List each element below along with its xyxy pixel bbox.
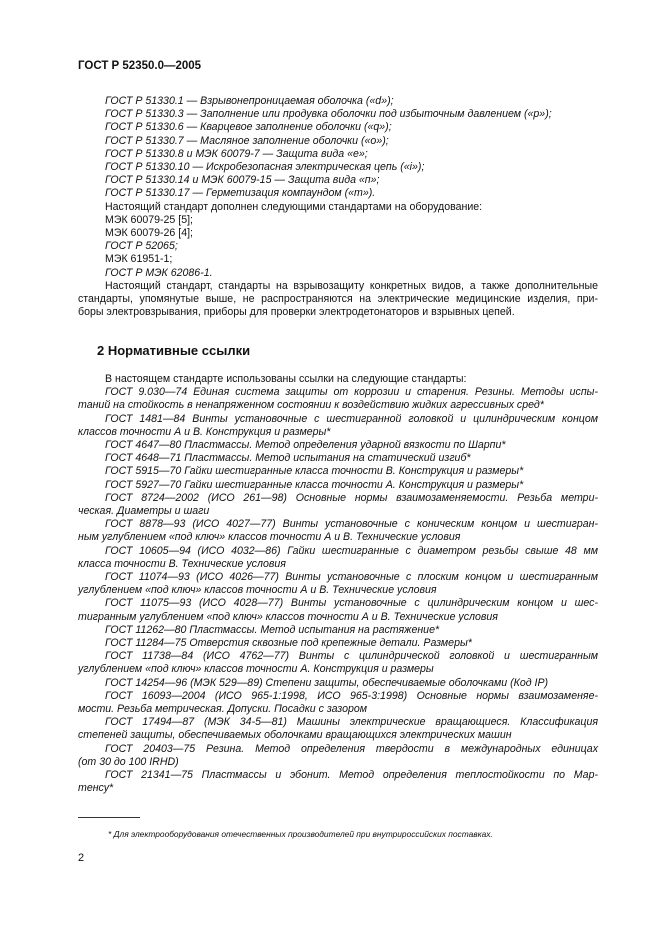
references-block: [78, 373, 598, 796]
intro-line: МЭК 61951-1;: [105, 253, 173, 266]
reference-line: ГОСТ 1481—84 Винты установочные с шестигранной головкой и цилиндрическим концом: [105, 412, 598, 425]
reference-line: ГОСТ 11074—93 (ИСО 4026—77) Винты установочные с плоским концом и шестигранным: [105, 571, 598, 584]
reference-line: ГОСТ 11075—93 (ИСО 4028—77) Винты установочные с цилиндрическим концом и шес-: [105, 597, 598, 610]
intro-line: Настоящий стандарт, стандарты на взрывозащиту конкретных видов, а также дополнительные: [105, 279, 598, 292]
intro-line: ГОСТ Р 51330.7 — Масляное заполнение оболочки («о»);: [105, 134, 389, 147]
reference-line: ГОСТ 17494—87 (МЭК 34-5—81) Машины электрические вращающиеся. Классификация: [105, 716, 598, 729]
reference-line: класса точности В. Технические условия: [78, 557, 286, 570]
section-title: 2 Нормативные ссылки: [97, 343, 251, 358]
reference-line: ГОСТ 21341—75 Пластмассы и эбонит. Метод определения теплостойкости по Мар-: [105, 769, 598, 782]
reference-line: ГОСТ 10605—94 (ИСО 4032—86) Гайки шестигранные с диаметром резьбы свыше 48 мм: [105, 544, 598, 557]
intro-line: стандарты, упомянутые выше, не распространяются на электрические медицинские изделия, при-: [78, 293, 598, 306]
reference-line: степеней защиты, обеспечиваемых оболочками вращающихся электрических машин: [78, 729, 512, 742]
reference-line: ГОСТ 11262—80 Пластмассы. Метод испытания на растяжение*: [105, 623, 440, 636]
reference-line: ГОСТ 9.030—74 Единая система защиты от коррозии и старения. Резины. Методы испы-: [105, 386, 598, 399]
intro-line: МЭК 60079-25 [5];: [105, 213, 193, 226]
intro-line: ГОСТ Р 51330.1 — Взрывонепроницаемая оболочка («d»);: [105, 95, 394, 107]
intro-line: МЭК 60079-26 [4];: [105, 227, 193, 240]
reference-line: ГОСТ 5915—70 Гайки шестигранные класса точности В. Конструкция и размеры*: [105, 465, 524, 478]
reference-line: ГОСТ 8724—2002 (ИСО 261—98) Основные нормы взаимозаменяемости. Резьба метри-: [105, 491, 598, 504]
reference-line: ческая. Диаметры и шаги: [78, 505, 210, 518]
intro-line: ГОСТ Р 51330.3 — Заполнение или продувка оболочки под избыточным давлением («р»);: [105, 108, 552, 121]
footnote: * Для электрооборудования отечественных производителей при внутрироссийских поставках.: [108, 829, 493, 839]
reference-line: ГОСТ 14254—96 (МЭК 529—89) Степени защиты, обеспечиваемые оболочками (Код IP): [105, 676, 549, 689]
reference-line: ГОСТ 8878—93 (ИСО 4027—77) Винты установочные с коническим концом и шестигран-: [105, 518, 598, 531]
document-header: ГОСТ Р 52350.0—2005: [78, 60, 202, 72]
intro-block: [78, 95, 598, 319]
intro-line: ГОСТ Р 51330.17 — Герметизация компаундом («m»).: [105, 187, 376, 200]
reference-line: мости. Резьба метрическая. Допуски. Посадки с зазором: [78, 703, 368, 716]
reference-line: ГОСТ 11738—84 (ИСО 4762—77) Винты с цилиндрической головкой и шестигранным: [105, 650, 598, 663]
reference-line: углублением «под ключ» классов точности А. Конструкция и размеры: [78, 663, 434, 676]
reference-line: классов точности А и В. Конструкция и размеры*: [78, 425, 331, 438]
reference-line: В настоящем стандарте использованы ссылки на следующие стандарты:: [105, 373, 467, 385]
reference-line: (от 30 до 100 IRHD): [78, 755, 179, 768]
reference-line: ным углублением «под ключ» классов точности А и В. Технические условия: [78, 531, 461, 544]
reference-line: углублением «под ключ» классов точности А и В. Технические условия: [78, 584, 437, 597]
reference-line: ГОСТ 20403—75 Резина. Метод определения твердости в международных единицах: [105, 742, 598, 755]
intro-line: ГОСТ Р 52065;: [105, 240, 178, 253]
reference-line: ГОСТ 4647—80 Пластмассы. Метод определения ударной вязкости по Шарпи*: [105, 439, 506, 452]
reference-line: тенсу*: [78, 782, 114, 795]
intro-line: ГОСТ Р 51330.14 и МЭК 60079-15 — Защита вида «п»;: [105, 174, 380, 187]
intro-line: ГОСТ Р МЭК 62086-1.: [105, 266, 213, 279]
reference-line: ГОСТ 5927—70 Гайки шестигранные класса точности А. Конструкция и размеры*: [105, 478, 524, 491]
footnote-separator: [78, 817, 140, 818]
reference-line: ГОСТ 4648—71 Пластмассы. Метод испытания на статический изгиб*: [105, 452, 471, 465]
intro-line: ГОСТ Р 51330.10 — Искробезопасная электрическая цепь («i»);: [105, 161, 425, 174]
intro-line: ГОСТ Р 51330.6 — Кварцевое заполнение оболочки («q»);: [105, 121, 392, 134]
intro-line: Настоящий стандарт дополнен следующими стандартами на оборудование:: [105, 200, 483, 213]
reference-line: ГОСТ 11284—75 Отверстия сквозные под крепежные детали. Размеры*: [105, 637, 472, 650]
reference-line: ГОСТ 16093—2004 (ИСО 965-1:1998, ИСО 965-3:1998) Основные нормы взаимозаменяе-: [105, 689, 598, 702]
intro-line: ГОСТ Р 51330.8 и МЭК 60079-7 — Защита вида «е»;: [105, 147, 368, 160]
intro-line: боры электровзрывания, приборы для проверки электродетонаторов и взрывных цепей.: [78, 306, 515, 319]
reference-line: таний на стойкость в ненапряженном состоянии к воздействию жидких агрессивных сред*: [78, 399, 544, 412]
reference-line: тигранным углублением «под ключ» классов точности А и В. Технические условия: [78, 610, 498, 623]
page-number: 2: [78, 852, 85, 864]
